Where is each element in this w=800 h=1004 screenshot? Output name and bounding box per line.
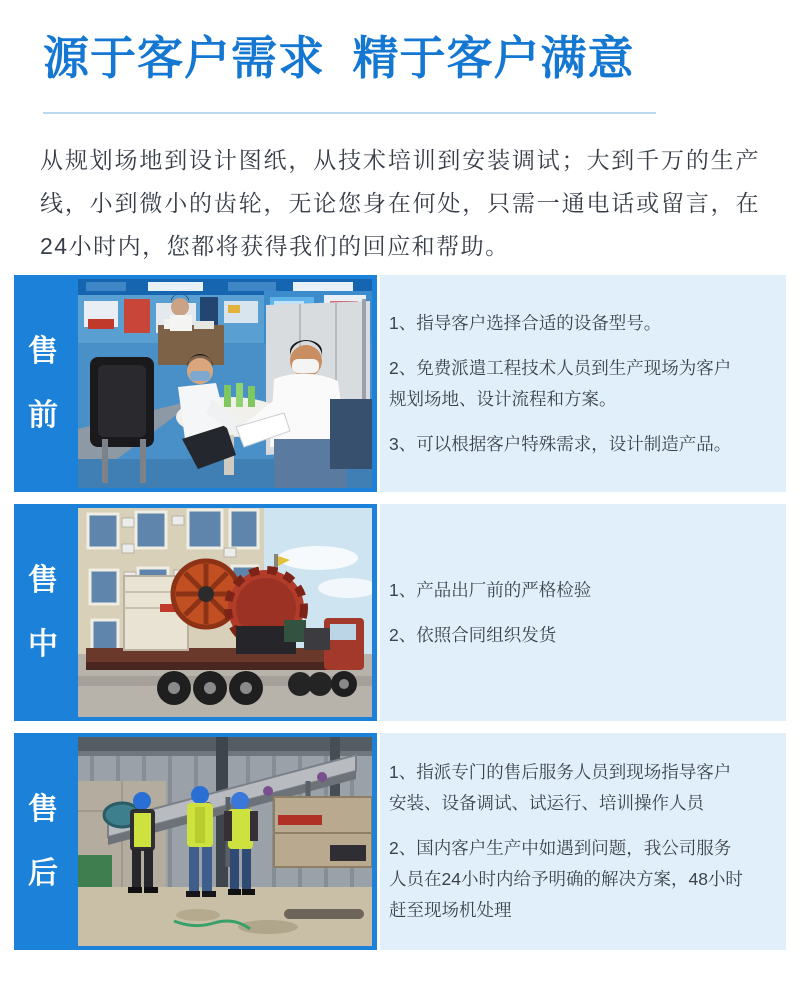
- presale-media: [14, 275, 377, 492]
- midsale-media: [14, 504, 377, 721]
- page-title: 源于客户需求 精于客户满意: [43, 32, 635, 84]
- pre-sale-consultation-photo: [78, 279, 372, 488]
- midsale-points: [380, 504, 786, 721]
- service-point: 2、依照合同组织发货: [389, 624, 557, 645]
- service-card-midsale: [14, 504, 786, 721]
- service-point: 1、指派专门的售后服务人员到现场指导客户安装、设备调试、试运行、培训操作人员: [389, 762, 732, 813]
- service-page: [0, 32, 800, 1004]
- service-card-presale: [14, 275, 786, 492]
- presale-points: [380, 275, 786, 492]
- stage-label-midsale: 售中: [28, 563, 58, 661]
- service-point: 1、产品出厂前的严格检验: [389, 579, 592, 600]
- service-cards: [0, 275, 800, 950]
- service-card-aftersale: [14, 733, 786, 950]
- service-point: 2、国内客户生产中如遇到问题，我公司服务人员在24小时内给予明确的解决方案，48小时赶至现场机处理: [389, 838, 743, 920]
- aftersale-media: [14, 733, 377, 950]
- service-point: 1、指导客户选择合适的设备型号。: [389, 312, 662, 333]
- intro-paragraph: 从规划场地到设计图纸，从技术培训到安装调试；大到千万的生产线，小到微小的齿轮，无论您身在何处，只需一通电话或留言，在24小时内，您都将获得我们的回应和帮助。: [40, 147, 760, 259]
- stage-label-aftersale: 售后: [28, 792, 58, 890]
- aftersale-points: [380, 733, 786, 950]
- delivery-truck-photo: [78, 508, 372, 717]
- stage-label-presale: 售前: [28, 334, 58, 432]
- after-sale-site-service-photo: [78, 737, 372, 946]
- service-point: 2、免费派遣工程技术人员到生产现场为客户规划场地、设计流程和方案。: [389, 357, 732, 409]
- service-point: 3、可以根据客户特殊需求，设计制造产品。: [389, 433, 732, 454]
- title-divider: [43, 112, 656, 114]
